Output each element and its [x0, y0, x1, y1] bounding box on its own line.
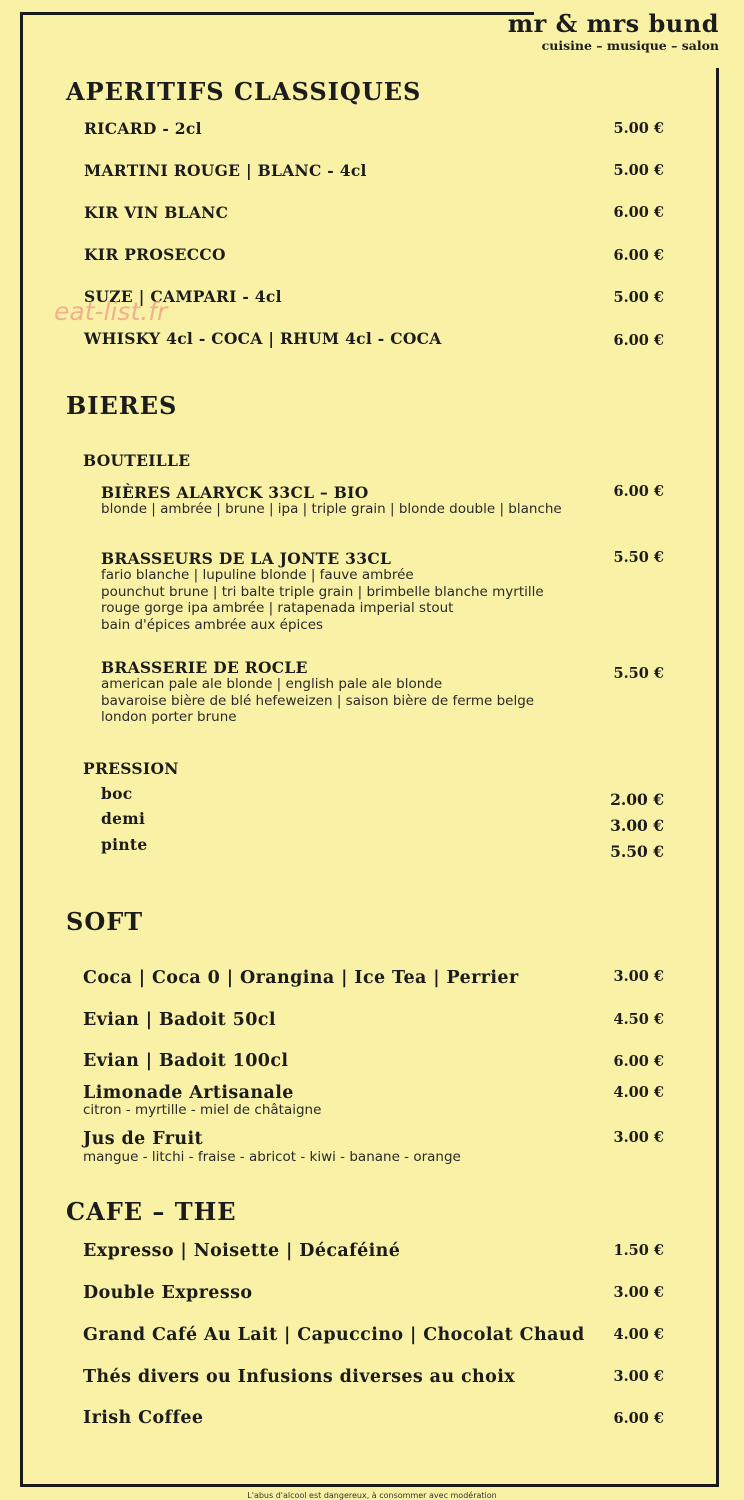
menu-item-name: boc [101, 784, 133, 803]
menu-item-description: london porter brune [101, 709, 237, 725]
footer-disclaimer: L'abus d'alcool est dangereux, à consommer avec modération [247, 1491, 497, 1500]
section-title-aperitifs: APERITIFS CLASSIQUES [66, 77, 422, 106]
menu-item-description: rouge gorge ipa ambrée | ratapenada imperial stout [101, 600, 454, 616]
brand-logo [508, 10, 719, 53]
brand-name: mr & mrs bund [507, 9, 719, 38]
menu-item-price: 6.00 € [613, 332, 664, 349]
menu-item-price: 3.00 € [613, 1368, 664, 1385]
menu-item-name: KIR VIN BLANC [84, 203, 229, 222]
watermark: eat-list.fr [54, 297, 168, 326]
menu-item-name: BIÈRES ALARYCK 33CL – BIO [101, 483, 369, 502]
menu-item-description: bain d'épices ambrée aux épices [101, 617, 324, 633]
menu-item-description: mangue - litchi - fraise - abricot - kiwi - banane - orange [83, 1149, 461, 1165]
menu-item-price: 4.00 € [613, 1084, 664, 1101]
menu-item-name: KIR PROSECCO [84, 245, 226, 264]
menu-item-price: 3.00 € [613, 968, 664, 985]
menu-item-name: Expresso | Noisette | Décaféiné [83, 1241, 401, 1261]
menu-item-price: 6.00 € [613, 1410, 664, 1427]
menu-item-price: 6.00 € [613, 204, 664, 221]
menu-item-price: 2.00 € [610, 790, 664, 809]
menu-item-name: Coca | Coca 0 | Orangina | Ice Tea | Perrier [83, 968, 519, 988]
menu-item-price: 5.00 € [613, 162, 664, 179]
menu-item-description: fario blanche | lupuline blonde | fauve ambrée [101, 567, 414, 583]
menu-item-name: SUZE | CAMPARI - 4cl [84, 287, 282, 306]
menu-item-name: demi [101, 809, 146, 828]
menu-item-price: 6.00 € [613, 247, 664, 264]
menu-item-name: WHISKY 4cl - COCA | RHUM 4cl - COCA [84, 329, 442, 348]
menu-item-price: 3.00 € [613, 1284, 664, 1301]
section-title-bieres: BIERES [66, 391, 178, 420]
section-title-soft: SOFT [66, 907, 144, 936]
menu-item-name: Evian | Badoit 50cl [83, 1010, 276, 1030]
menu-item-price: 4.50 € [613, 1011, 664, 1028]
frame-bottom-border [20, 1484, 719, 1487]
menu-item-name: Grand Café Au Lait | Capuccino | Chocolat Chaud [83, 1325, 585, 1345]
menu-item-name: Double Expresso [83, 1283, 253, 1303]
menu-item-price: 5.50 € [613, 549, 664, 566]
menu-item-description: citron - myrtille - miel de châtaigne [83, 1102, 322, 1118]
section-title-cafe: CAFE – THE [66, 1197, 237, 1226]
menu-item-price: 6.00 € [613, 483, 664, 500]
subsection-title-pression: PRESSION [83, 759, 179, 778]
menu-item-name: Irish Coffee [83, 1408, 204, 1428]
menu-item-price: 3.00 € [613, 1129, 664, 1146]
menu-item-description: bavaroise bière de blé hefeweizen | saison bière de ferme belge [101, 693, 535, 709]
menu-item-name: MARTINI ROUGE | BLANC - 4cl [84, 161, 367, 180]
menu-item-name: BRASSEURS DE LA JONTE 33CL [101, 549, 392, 568]
frame-left-border [20, 12, 23, 1486]
menu-item-price: 5.00 € [613, 289, 664, 306]
menu-item-name: BRASSERIE DE ROCLE [101, 658, 308, 677]
menu-item-price: 4.00 € [613, 1326, 664, 1343]
menu-item-name: Jus de Fruit [83, 1129, 204, 1149]
menu-item-name: RICARD - 2cl [84, 119, 202, 138]
menu-item-name: Evian | Badoit 100cl [83, 1051, 289, 1071]
subsection-title-bouteille: BOUTEILLE [83, 451, 191, 470]
menu-item-description: american pale ale blonde | english pale ale blonde [101, 676, 443, 692]
menu-item-price: 5.50 € [610, 842, 664, 861]
menu-item-price: 5.00 € [613, 120, 664, 137]
brand-tagline: cuisine – musique – salon [541, 38, 719, 53]
frame-right-border [716, 68, 719, 1486]
menu-item-name: pinte [101, 835, 148, 854]
menu-item-price: 6.00 € [613, 1053, 664, 1070]
menu-item-name: Limonade Artisanale [83, 1083, 294, 1103]
frame-top-border [20, 12, 534, 15]
menu-item-name: Thés divers ou Infusions diverses au choix [83, 1367, 516, 1387]
menu-item-price: 3.00 € [610, 816, 664, 835]
menu-item-description: pounchut brune | tri balte triple grain | brimbelle blanche myrtille [101, 584, 544, 600]
menu-item-price: 1.50 € [613, 1242, 664, 1259]
menu-item-description: blonde | ambrée | brune | ipa | triple grain | blonde double | blanche [101, 501, 562, 517]
menu-item-price: 5.50 € [613, 665, 664, 682]
